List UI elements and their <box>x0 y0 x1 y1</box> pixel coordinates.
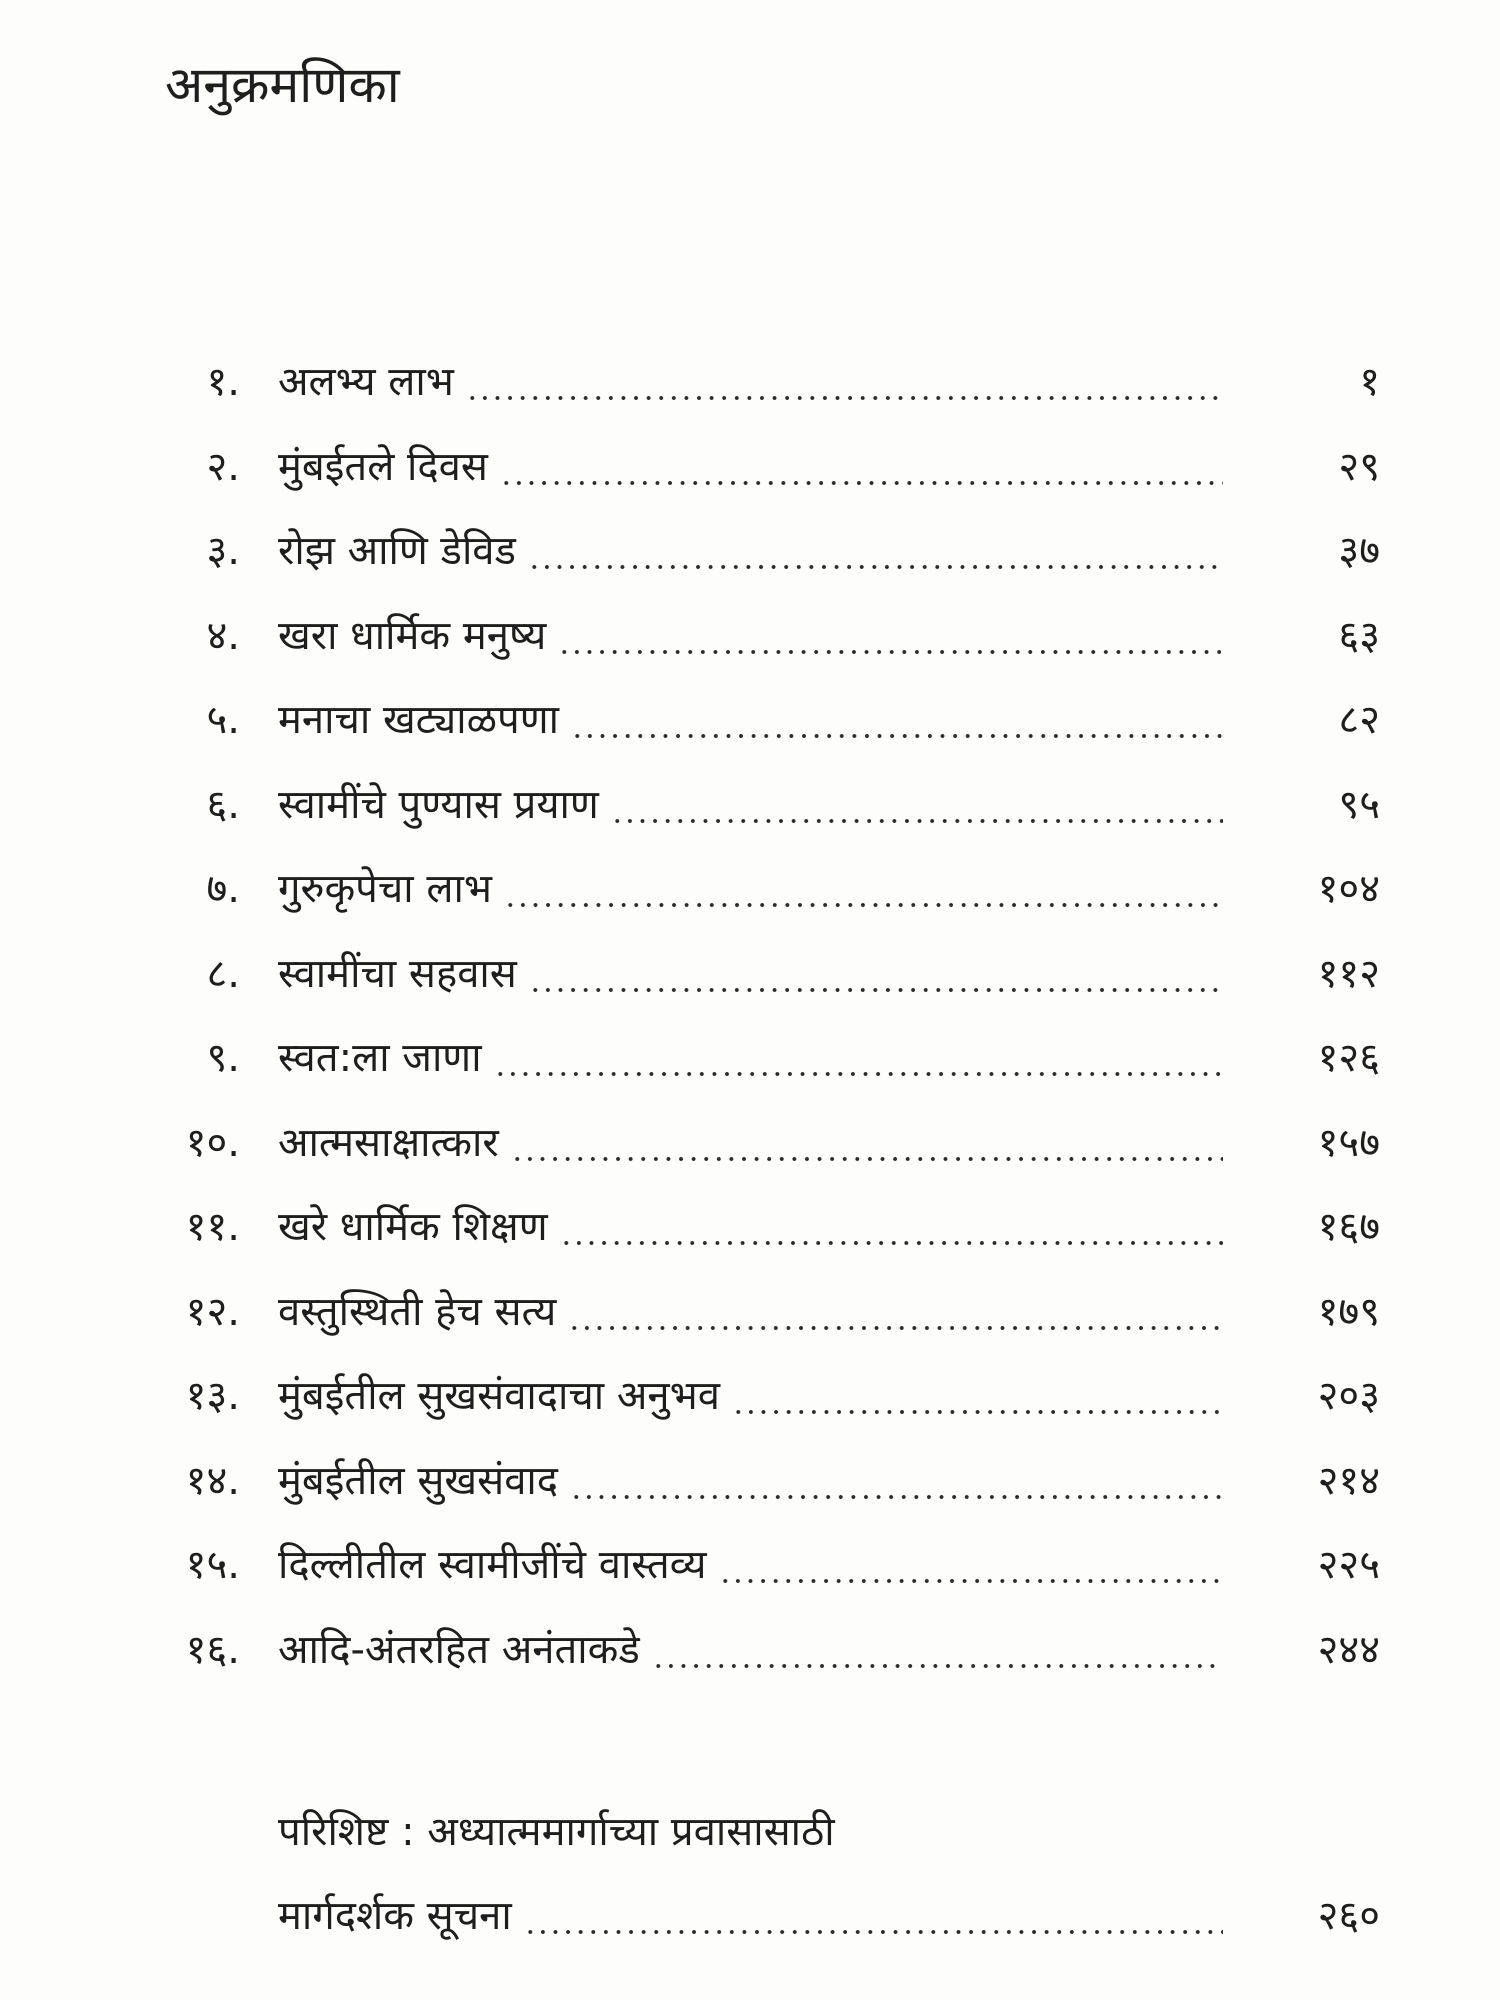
chapter-title: वस्तुस्थिती हेच सत्य <box>278 1270 568 1354</box>
entry-leader <box>278 1439 1223 1523</box>
page-number: १ <box>1359 359 1380 405</box>
dot-leader <box>568 1326 1223 1330</box>
toc-entry <box>0 1439 1500 1524</box>
toc-entry <box>0 340 1500 425</box>
page-number: २१४ <box>1317 1457 1380 1504</box>
chapter-title: आत्मसाक्षात्कार <box>278 1101 511 1185</box>
toc-entry <box>0 1523 1500 1608</box>
entry-leader <box>278 932 1223 1016</box>
entry-leader <box>278 1016 1223 1100</box>
entry-leader <box>278 425 1223 509</box>
dot-leader <box>652 1664 1223 1668</box>
page-number: १६७ <box>1317 1204 1380 1250</box>
toc-entry <box>0 1185 1500 1270</box>
page-number: २२५ <box>1317 1542 1380 1588</box>
page-number: ९५ <box>1338 781 1380 828</box>
dot-leader <box>528 565 1223 569</box>
page-title: अनुक्रमणिका <box>165 56 400 114</box>
entry-leader <box>278 1874 1223 1958</box>
dot-leader <box>529 988 1223 992</box>
toc-entry <box>0 1016 1500 1101</box>
toc-entry <box>0 509 1500 594</box>
dot-leader <box>500 481 1223 485</box>
chapter-number: ४. <box>206 612 240 659</box>
toc-entry <box>0 1101 1500 1186</box>
toc-entry <box>0 932 1500 1017</box>
appendix-heading: परिशिष्ट : अध्यात्ममार्गाच्या प्रवासासाठी <box>278 1809 835 1855</box>
chapter-number: १०. <box>185 1119 240 1166</box>
chapter-number: २. <box>206 443 240 490</box>
dot-leader <box>571 734 1223 738</box>
chapter-title: मुंबईतले दिवस <box>278 425 500 509</box>
entry-leader <box>278 594 1223 678</box>
toc-entry <box>0 425 1500 510</box>
entry-leader <box>278 1354 1223 1438</box>
page-number: २६० <box>1317 1893 1380 1939</box>
chapter-number: ३. <box>206 528 240 574</box>
dot-leader <box>494 1072 1223 1076</box>
page-number: १५७ <box>1317 1119 1380 1166</box>
chapter-number: ६. <box>206 781 240 828</box>
appendix-title: मार्गदर्शक सूचना <box>278 1874 524 1958</box>
entry-leader <box>278 678 1223 762</box>
chapter-title: मनाचा खट्याळपणा <box>278 678 571 762</box>
toc-entry <box>0 1608 1500 1693</box>
chapter-title: दिल्लीतील स्वामीजींचे वास्तव्य <box>278 1523 719 1607</box>
entry-leader <box>278 509 1223 593</box>
page-number: २०३ <box>1317 1373 1380 1419</box>
page-number: २४४ <box>1317 1626 1380 1673</box>
entry-leader <box>278 340 1223 424</box>
page-number: १०४ <box>1317 866 1380 912</box>
table-of-contents <box>0 340 1500 1692</box>
dot-leader <box>611 819 1223 823</box>
dot-leader <box>570 1495 1223 1499</box>
chapter-title: स्वामींचा सहवास <box>278 932 529 1016</box>
dot-leader <box>466 396 1223 400</box>
chapter-title: मुंबईतील सुखसंवाद <box>278 1439 570 1523</box>
dot-leader <box>524 1930 1223 1934</box>
page-number: ११२ <box>1317 950 1380 997</box>
chapter-number: १४. <box>185 1457 240 1504</box>
entry-leader <box>278 763 1223 847</box>
chapter-title: स्वामींचे पुण्यास प्रयाण <box>278 763 611 847</box>
page-number: १७९ <box>1317 1288 1380 1335</box>
chapter-number: १६. <box>185 1626 240 1673</box>
dot-leader <box>504 903 1223 907</box>
entry-leader <box>278 1101 1223 1185</box>
chapter-number: १२. <box>185 1288 240 1335</box>
page-number: १२६ <box>1317 1035 1380 1081</box>
dot-leader <box>560 1241 1223 1245</box>
toc-entry <box>0 1270 1500 1355</box>
appendix-row <box>0 1874 1500 1958</box>
toc-entry <box>0 847 1500 932</box>
dot-leader <box>732 1410 1223 1414</box>
entry-leader <box>278 1523 1223 1607</box>
chapter-number: १३. <box>185 1373 240 1419</box>
chapter-number: १. <box>206 359 240 405</box>
dot-leader <box>719 1579 1223 1583</box>
chapter-number: १५. <box>185 1542 240 1588</box>
chapter-number: ९. <box>206 1035 240 1081</box>
chapter-title: मुंबईतील सुखसंवादाचा अनुभव <box>278 1354 732 1438</box>
page-number: २९ <box>1338 443 1380 490</box>
chapter-number: ५. <box>206 697 240 743</box>
toc-entry <box>0 678 1500 763</box>
entry-leader <box>278 1608 1223 1692</box>
page-number: ३७ <box>1338 528 1380 574</box>
chapter-number: ७. <box>206 866 240 912</box>
dot-leader <box>558 650 1223 654</box>
toc-entry <box>0 763 1500 848</box>
chapter-title: आदि-अंतरहित अनंताकडे <box>278 1608 652 1692</box>
chapter-title: खरा धार्मिक मनुष्य <box>278 594 558 678</box>
toc-entry <box>0 594 1500 679</box>
entry-leader <box>278 847 1223 931</box>
chapter-title: गुरुकृपेचा लाभ <box>278 847 504 931</box>
toc-entry <box>0 1354 1500 1439</box>
dot-leader <box>511 1157 1223 1161</box>
chapter-number: ८. <box>206 950 240 997</box>
chapter-title: स्वत:ला जाणा <box>278 1016 494 1100</box>
entry-leader <box>278 1270 1223 1354</box>
chapter-title: रोझ आणि डेविड <box>278 509 528 593</box>
entry-leader <box>278 1185 1223 1269</box>
chapter-number: ११. <box>185 1204 240 1250</box>
chapter-title: खरे धार्मिक शिक्षण <box>278 1185 560 1269</box>
page-number: ६३ <box>1338 612 1380 659</box>
page-number: ८२ <box>1338 697 1380 743</box>
chapter-title: अलभ्य लाभ <box>278 340 466 424</box>
